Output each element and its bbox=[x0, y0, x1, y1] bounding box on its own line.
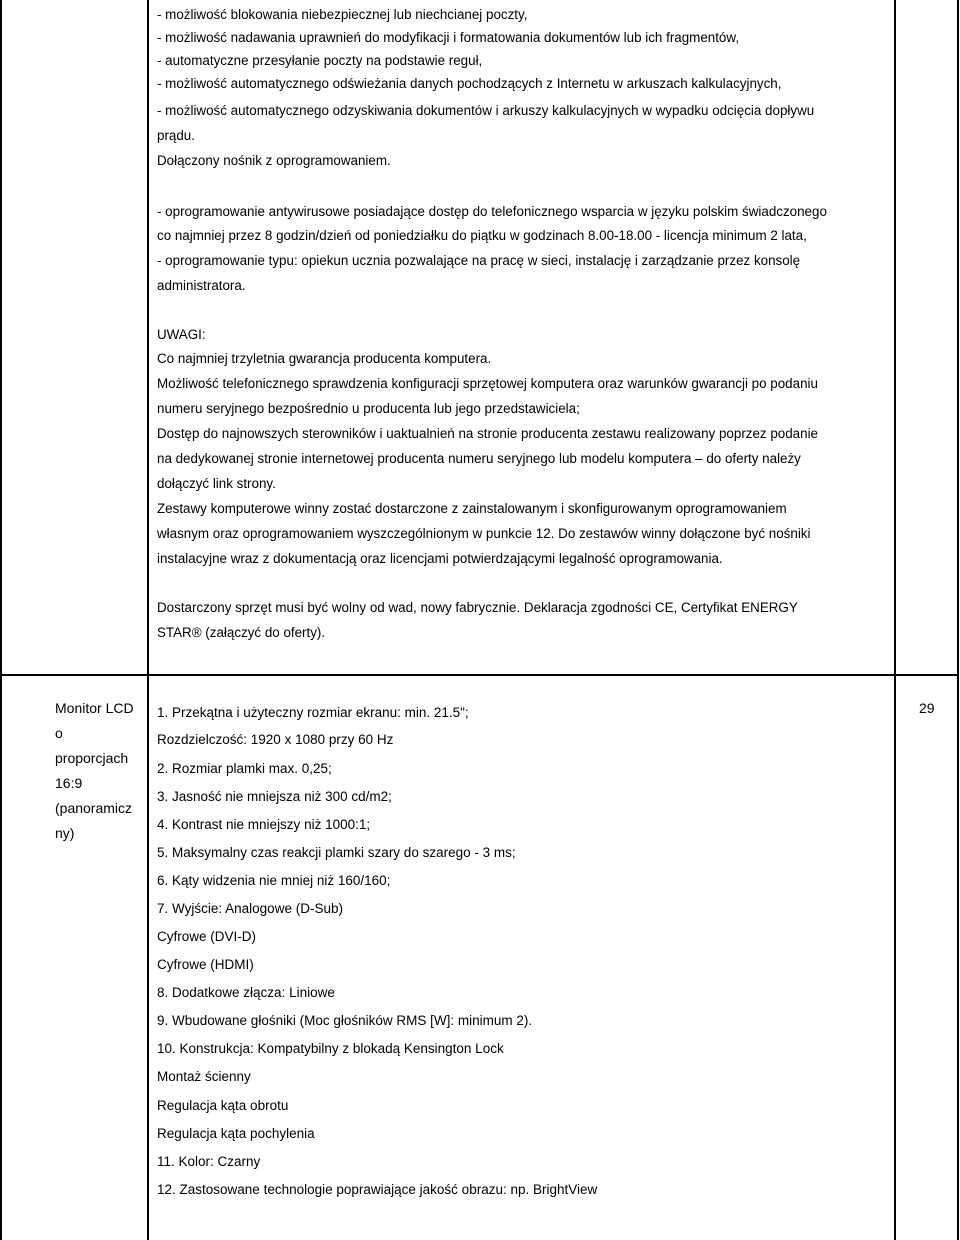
row-divider bbox=[0, 674, 959, 676]
description-line: Dołączony nośnik z oprogramowaniem. bbox=[157, 153, 391, 168]
description-line: Możliwość telefonicznego sprawdzenia konfiguracji sprzętowej komputera oraz warunków gwarancji po podaniu bbox=[157, 376, 818, 391]
spec-line: 9. Wbudowane głośniki (Moc głośników RMS [W]: minimum 2). bbox=[157, 1013, 533, 1028]
description-line: prądu. bbox=[157, 128, 195, 143]
description-line: - oprogramowanie typu: opiekun ucznia pozwalające na pracę w sieci, instalację i zarządzanie przez konsolę bbox=[157, 253, 801, 268]
description-line: - możliwość nadawania uprawnień do modyfikacji i formatowania dokumentów lub ich fragmentów, bbox=[157, 30, 740, 45]
description-line: na dedykowanej stronie internetowej producenta numeru seryjnego lub modelu komputera – do oferty należy bbox=[157, 451, 801, 466]
description-line: Dostarczony sprzęt musi być wolny od wad, nowy fabrycznie. Deklaracja zgodności CE, Certyfikat ENERGY bbox=[157, 600, 798, 615]
description-line: - możliwość automatycznego odświeżania danych pochodzących z Internetu w arkuszach kalkulacyjnych, bbox=[157, 76, 782, 91]
spec-line: 3. Jasność nie mniejsza niż 300 cd/m2; bbox=[157, 789, 392, 804]
spec-line: 11. Kolor: Czarny bbox=[157, 1154, 261, 1169]
spec-line: 5. Maksymalny czas reakcji plamki szary do szarego - 3 ms; bbox=[157, 845, 516, 860]
product-name-line: Monitor LCD bbox=[55, 700, 134, 716]
description-line: co najmniej przez 8 godzin/dzień od poniedziałku do piątku w godzinach 8.00-18.00 - licencja minimum 2 lata, bbox=[157, 228, 807, 243]
description-line: Dostęp do najnowszych sterowników i uaktualnień na stronie producenta zestawu realizowany poprzez podanie bbox=[157, 426, 818, 441]
table-border-col2 bbox=[894, 0, 896, 1240]
description-line: instalacyjne wraz z dokumentacją oraz licencjami potwierdzającymi legalność oprogramowania. bbox=[157, 551, 723, 566]
spec-line: Regulacja kąta pochylenia bbox=[157, 1126, 315, 1141]
spec-line: 7. Wyjście: Analogowe (D-Sub) bbox=[157, 901, 343, 916]
spec-line: 2. Rozmiar plamki max. 0,25; bbox=[157, 761, 332, 776]
quantity-value: 29 bbox=[919, 700, 935, 716]
description-line: własnym oraz oprogramowaniem wyszczególnionym w punkcie 12. Do zestawów winny dołączone być nośniki bbox=[157, 526, 811, 541]
product-name-line: ny) bbox=[55, 825, 75, 841]
spec-line: 4. Kontrast nie mniejszy niż 1000:1; bbox=[157, 817, 371, 832]
description-line: - oprogramowanie antywirusowe posiadające dostęp do telefonicznego wsparcia w języku polskim świadczonego bbox=[157, 204, 827, 219]
table-border-right bbox=[957, 0, 959, 1240]
spec-line: Regulacja kąta obrotu bbox=[157, 1098, 289, 1113]
product-name-line: o bbox=[55, 725, 63, 741]
spec-line: 8. Dodatkowe złącza: Liniowe bbox=[157, 985, 335, 1000]
description-line: Zestawy komputerowe winny zostać dostarczone z zainstalowanym i skonfigurowanym oprogramowaniem bbox=[157, 501, 787, 516]
product-name-line: (panoramicz bbox=[55, 800, 133, 816]
spec-line: Cyfrowe (DVI-D) bbox=[157, 929, 257, 944]
product-name-line: 16:9 bbox=[55, 775, 83, 791]
product-name-line: proporcjach bbox=[55, 750, 129, 766]
spec-line: Cyfrowe (HDMI) bbox=[157, 957, 254, 972]
spec-line: 12. Zastosowane technologie poprawiające jakość obrazu: np. BrightView bbox=[157, 1182, 598, 1197]
description-line: - automatyczne przesyłanie poczty na podstawie reguł, bbox=[157, 53, 483, 68]
spec-line: Rozdzielczość: 1920 x 1080 przy 60 Hz bbox=[157, 732, 394, 747]
spec-line: 1. Przekątna i użyteczny rozmiar ekranu: min. 21.5"; bbox=[157, 705, 469, 720]
table-border-left bbox=[0, 0, 2, 1240]
spec-line: Montaż ścienny bbox=[157, 1069, 251, 1084]
description-line: Co najmniej trzyletnia gwarancja producenta komputera. bbox=[157, 351, 492, 366]
description-line: numeru seryjnego bezpośrednio u producenta lub jego przedstawiciela; bbox=[157, 401, 580, 416]
spec-line: 10. Konstrukcja: Kompatybilny z blokadą Kensington Lock bbox=[157, 1041, 504, 1056]
description-line: - możliwość automatycznego odzyskiwania dokumentów i arkuszy kalkulacyjnych w wypadku odcięcia dopływu bbox=[157, 103, 815, 118]
description-line: STAR® (załączyć do oferty). bbox=[157, 625, 326, 640]
description-line: - możliwość blokowania niebezpiecznej lub niechcianej poczty, bbox=[157, 7, 528, 22]
notes-heading: UWAGI: bbox=[157, 327, 206, 342]
description-line: dołączyć link strony. bbox=[157, 476, 276, 491]
description-line: administratora. bbox=[157, 278, 246, 293]
table-border-col1 bbox=[147, 0, 149, 1240]
spec-line: 6. Kąty widzenia nie mniej niż 160/160; bbox=[157, 873, 391, 888]
